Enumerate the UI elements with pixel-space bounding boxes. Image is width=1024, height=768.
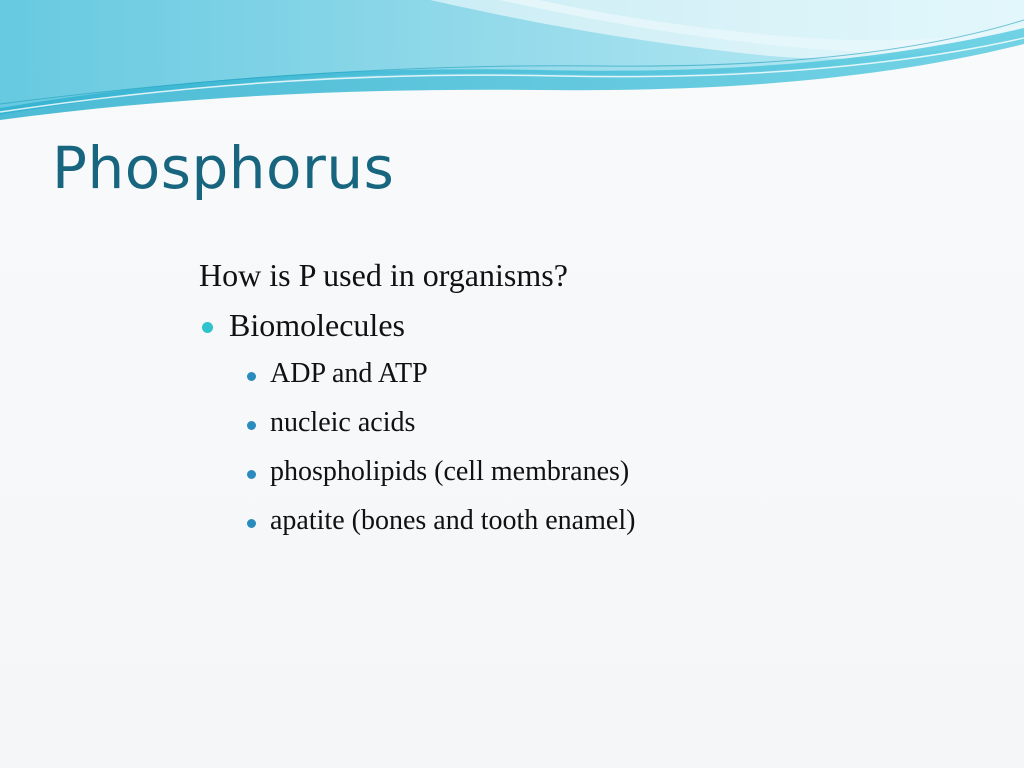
subbullet-nucleic-acids	[199, 403, 999, 452]
slide-body	[199, 252, 999, 550]
bullet-icon	[202, 322, 213, 333]
header-wave-decoration	[0, 0, 1024, 130]
slide-title: Phosphorus	[52, 134, 395, 202]
bullet-biomolecules	[199, 302, 999, 354]
subbullet-label: phospholipids (cell membranes)	[270, 456, 630, 487]
lead-question: How is P used in organisms?	[199, 257, 568, 293]
bullet-icon	[247, 421, 256, 430]
bullet-icon	[247, 519, 256, 528]
subbullet-adp-atp	[199, 354, 999, 403]
bullet-icon	[247, 372, 256, 381]
subbullet-phospholipids	[199, 452, 999, 501]
subbullet-label: nucleic acids	[270, 407, 416, 438]
subbullet-label: apatite (bones and tooth enamel)	[270, 505, 636, 536]
subbullet-apatite	[199, 501, 999, 550]
bullet-label: Biomolecules	[229, 307, 405, 343]
bullet-icon	[247, 470, 256, 479]
subbullet-label: ADP and ATP	[270, 358, 428, 389]
